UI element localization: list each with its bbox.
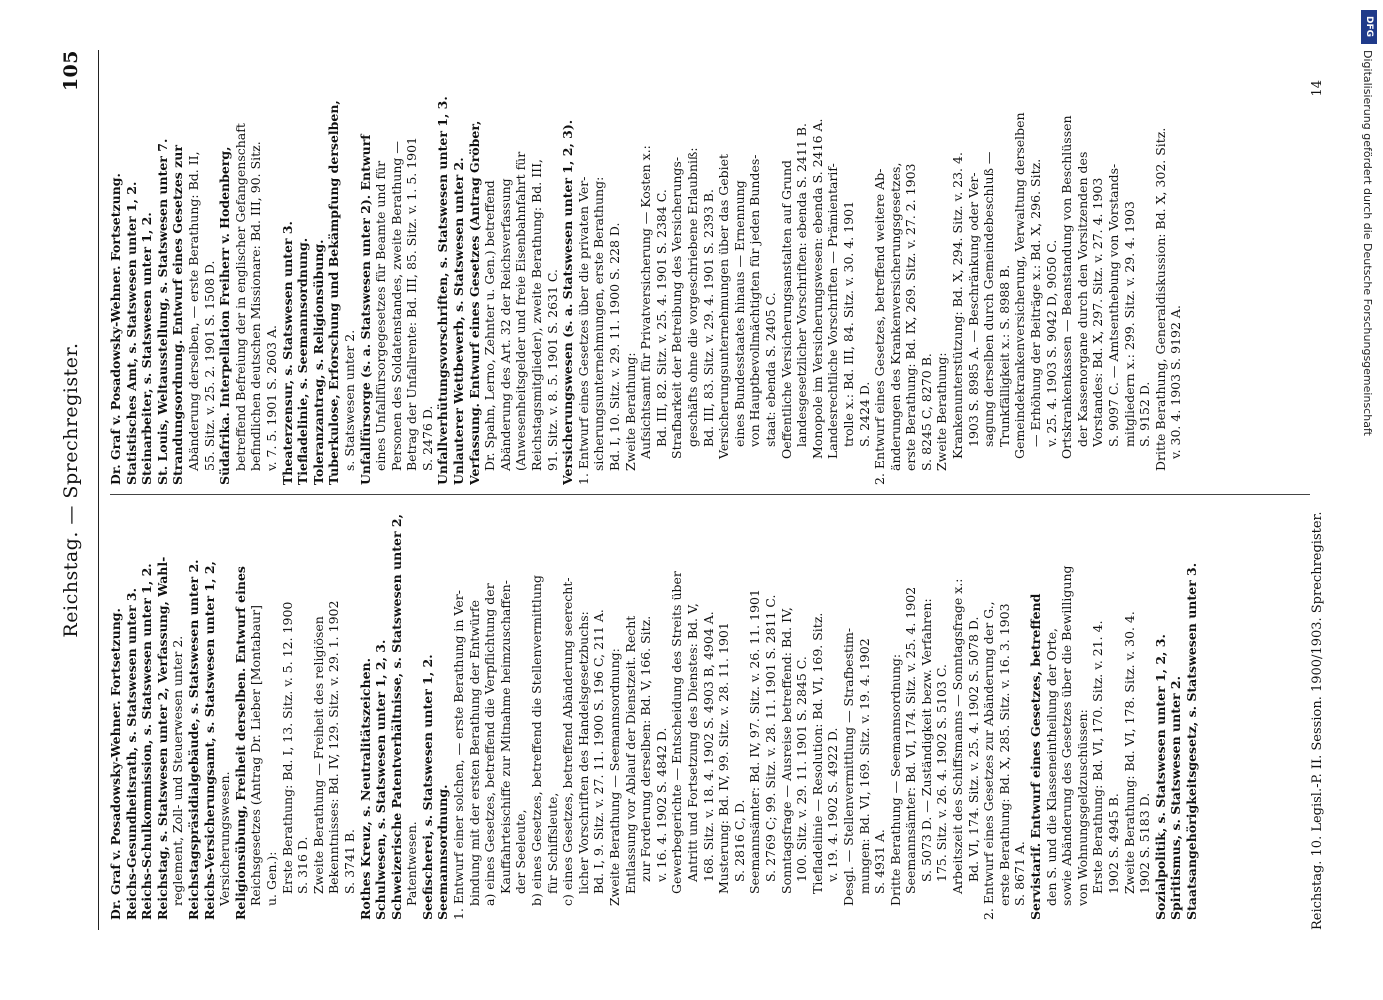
register-entry-line: S. 3741 B. (341, 828, 357, 894)
register-entry-line: Versicherungsunternehmungen über das Gebiet (716, 153, 732, 459)
register-entry-line: Arbeitszeit des Schiffsmanns — Sonntagsfrage x.: (950, 578, 966, 894)
register-entry-line: 91. Sitz. v. 8. 5. 1901 S. 2631 C. (544, 268, 560, 471)
register-entry-line: Kauffahrteischiffe zur Mitnahme heimzuschaffen- (497, 580, 513, 894)
register-entry-line: S. 2476 D. (419, 405, 435, 471)
register-entry-heading: Reichs-Schulkommission, s. Statswesen unter 1, 2. (139, 563, 155, 920)
register-entry-line: erste Berathung: Bd. IX, 269. Sitz. v. 27. 2. 1903 (903, 163, 919, 471)
register-entry-heading: Servistarif. Entwurf eines Gesetzes, betreffend (1028, 593, 1044, 920)
register-entry-line: erste Berathung: Bd. X, 285. Sitz. v. 16. 3. 1903 (996, 603, 1012, 906)
footer-text: Reichstag. 10. Legisl.-P. II. Session. 1900/1903. Sprechregister. (1310, 511, 1325, 930)
register-entry-heading: Rothes Kreuz, s. Neutralitätszeichen. (357, 658, 373, 920)
register-entry-line: Zweite Berathung: Bd. VI, 178. Sitz. v. 30. 4. (1121, 611, 1137, 894)
register-entry-line: Bd. VI, 174. Sitz. v. 25. 4. 1902 S. 5078 D. (965, 616, 981, 882)
page-footer (1310, 50, 1334, 930)
register-entry-line: v. 7. 5. 1901 S. 2603 A. (263, 325, 279, 471)
register-entry-line: mungen: Bd. VI, 169. Sitz. v. 19. 4. 1902 (856, 638, 872, 894)
register-entry-heading: Reichs-Versicherungsamt, s. Statswesen unter 1, 2, (201, 561, 217, 920)
register-entry-line: sagung derselben durch Gemeindebeschluß — (981, 151, 997, 447)
register-entry-line: landesgesetzlicher Vorschriften: ebenda S. 2411 B. (794, 123, 810, 447)
register-entry-line: Trunkfälligkeit x.: S. 8988 B. (996, 264, 1012, 447)
register-entry-line: Zweite Berathung — Freiheit des religiösen (310, 616, 326, 894)
register-entry-line: Erste Berathung: Bd. VI, 170. Sitz. v. 21. 4. (1090, 620, 1106, 894)
register-entry-line: Personen des Soldatenstandes, zweite Berathung — (388, 141, 404, 471)
register-entry-line: 2. Entwurf eines Gesetzes zur Abänderung der G., (981, 601, 997, 920)
register-entry-heading: Staatsangehörigkeitsgesetz, s. Statswesen unter 3. (1183, 562, 1199, 920)
register-entry-heading: Tuberkulose, Erforschung und Bekämpfung derselben, (326, 100, 342, 485)
register-entry-line: Desgl. — Stellenvermittlung — Strafbestim- (840, 627, 856, 906)
register-entry-line: v. 30. 4. 1903 S. 9192 A. (1168, 305, 1184, 459)
register-entry-line: 1. Entwurf eines Gesetzes über die privaten Ver- (575, 176, 591, 485)
register-entry-line: Seemannsämter: Bd. IV, 97. Sitz. v. 26. 11. 1901 (747, 589, 763, 894)
register-entry-line: licher Vorschriften des Handelsgesetzbuchs: (575, 611, 591, 894)
register-entry-line: Betrag der Unfallrente: Bd. III, 85. Sitz. v. 1. 5. 1901 (404, 136, 420, 471)
register-entry-heading: Reichs-Gesundheitsrath, s. Statswesen unter 3. (123, 588, 139, 920)
register-entry-heading: Toleranzantrag, s. Religionsübung. (310, 239, 326, 485)
register-entry-line: zur Forderung derselben: Bd. V, 166. Sitz. (638, 615, 654, 882)
register-entry-line: reglement, Zoll- und Steuerwesen unter 2. (170, 635, 186, 906)
register-entry-heading: Versicherungswesen (s. a. Statswesen unter 1, 2, 3). (560, 119, 576, 485)
register-entry-heading: St. Louis, Weltausstellung, s. Statswesen unter 7. (154, 138, 170, 485)
register-entry-line: s. Statswesen unter 2. (341, 329, 357, 471)
register-entry-line: 1902 S. 5183 D. (1137, 792, 1153, 894)
register-entry-line: 2. Entwurf eines Gesetzes, betreffend weitere Ab- (872, 168, 888, 485)
register-entry-line: Strafbarkeit der Betreibung des Versicherungs- (669, 156, 685, 459)
register-entry-heading: Dr. Graf v. Posadowsky-Wehner. Fortsetzung. (108, 173, 123, 485)
register-entry-line: Vorstandes: Bd. X, 297. Sitz. v. 27. 4. 1903 (1090, 177, 1106, 447)
register-entry-line: Patentwesen. (404, 821, 420, 906)
register-entry-heading: Dr. Graf v. Posadowsky-Wehner. Fortsetzung. (108, 608, 123, 920)
right-column (108, 60, 1184, 485)
register-entry-line: S. 2769 C; 99. Sitz. v. 28. 11. 1901 S. 2811 C. (762, 594, 778, 882)
page-header (60, 50, 100, 930)
register-entry-line: sowie Abänderung des Gesetzes über die Bewilligung (1059, 565, 1075, 906)
register-entry-line: Abänderung derselben, — erste Berathung: Bd. II, (185, 151, 201, 471)
register-entry-line: Landesrechtliche Vorschriften — Prämientarif- (825, 163, 841, 459)
register-entry-heading: Spiritismus, s. Statswesen unter 2. (1168, 676, 1184, 920)
register-entry-line: Monopole im Versicherungswesen: ebenda S. 2416 A. (809, 118, 825, 459)
register-entry-line: Entlassung vor Ablauf der Dienstzeit. Recht (622, 615, 638, 894)
register-entry-line: — Erhöhung der Beiträge x.: Bd. X, 296. Sitz. (1028, 158, 1044, 447)
register-entry-line: Dritte Berathung — Seemannsordnung: (887, 653, 903, 906)
register-entry-line: 1. Entwurf einer solchen, — erste Berathung in Ver- (451, 590, 467, 920)
register-entry-line: S. 9097 C. — Amtsenthebung von Vorstands- (1106, 163, 1121, 447)
register-entry-line: 175. Sitz. v. 26. 4. 1902 S. 5103 C. (934, 664, 950, 882)
register-entry-line: den S. und die Klasseneintheilung der Orte, (1043, 628, 1059, 906)
header-title: Reichstag. — Sprechregister. (60, 342, 82, 638)
register-entry-heading: Seemannsordnung. (435, 784, 451, 920)
register-entry-line: Bd. III, 83. Sitz. v. 29. 4. 1901 S. 2393 B. (700, 189, 716, 447)
register-entry-line: Aufsichtsamt für Privatversicherung — Kosten x.: (638, 145, 654, 459)
register-entry-line: v. 25. 4. 1903 S. 9042 D, 9050 C. (1043, 239, 1059, 447)
register-entry-line: 1902 S. 4945 B. (1106, 793, 1121, 894)
register-entry-line: S. 4931 A. (872, 829, 888, 894)
register-entry-heading: Reichstag, s. Statswesen unter 2, Verfassung, Wahl- (154, 556, 170, 920)
register-entry-line: der Seeleute, (513, 809, 529, 894)
register-entry-line: Dritte Berathung, Generaldiskussion: Bd. X, 302. Sitz. (1152, 127, 1168, 471)
register-entry-heading: Schweizerische Patentverhältnisse, s. Statswesen unter 2, (388, 514, 404, 920)
register-entry-line: Dr. Spahn, Lerno, Zehnter u. Gen.) betreffend (482, 180, 498, 471)
register-entry-line: Sonntagsfrage — Ausreise betreffend: Bd. IV, (778, 607, 794, 894)
register-entry-line: der Kassenorgane durch den Vorsitzenden des (1074, 151, 1090, 447)
header-rule (98, 50, 99, 930)
register-entry-line: von Wohnungsgeldzuschüssen: (1074, 709, 1090, 906)
register-entry-heading: Seefischerei, s. Statswesen unter 1, 2. (419, 654, 435, 920)
page-number: 105 (60, 50, 82, 92)
page-signature: 14 (1310, 80, 1325, 97)
register-entry-heading: Steinarbeiter, s. Statswesen unter 1, 2. (139, 212, 155, 485)
register-entry-line: eines Bundesstaates hinaus — Ernennung (731, 180, 747, 447)
register-entry-heading: Schulwesen, s. Statswesen unter 1, 2, 3. (373, 639, 389, 920)
register-entry-line: a) eines Gesetzes, betreffend die Verpflichtung der (482, 583, 498, 906)
register-entry-heading: Tiefladelinie, s. Seemannsordnung. (295, 237, 311, 485)
register-entry-heading: Reichstagspräsidialgebäude, s. Statswesen unter 2. (185, 559, 201, 920)
register-entry-line: v. 16. 4. 1902 S. 4842 D. (653, 727, 669, 882)
register-entry-line: S. 5073 D. — Zuständigkeit bezw. Verfahren: (918, 598, 934, 882)
register-entry-line: Abänderung des Art. 32 der Reichsverfassung (497, 178, 513, 471)
register-entry-line: trolle x.: Bd. III, 84. Sitz. v. 30. 4. 1901 (840, 200, 856, 447)
register-entry-line: befindlichen deutschen Missionare: Bd. III, 90. Sitz. (248, 141, 264, 471)
register-entry-line: sicherungsunternehmungen, erste Berathung: (591, 176, 607, 471)
digitization-sidebar (1361, 10, 1377, 990)
register-entry-line: v. 19. 4. 1902 S. 4922 D. (825, 727, 841, 882)
register-entry-line: Bekenntnisses: Bd. IV, 129. Sitz. v. 29. 1. 1902 (326, 600, 342, 894)
register-entry-line: Oeffentliche Versicherungsanstalten auf Grund (778, 159, 794, 459)
register-entry-heading: Religionsübung, Freiheit derselben. Entwurf eines (232, 566, 248, 920)
register-entry-line: 100. Sitz. v. 29. 11. 1901 S. 2845 C. (794, 656, 810, 882)
register-entry-heading: Südafrika. Interpellation Freiherr v. Hodenberg, (217, 146, 233, 485)
register-entry-line: Bd. I, 10. Sitz. v. 29. 11. 1900 S. 228 D. (607, 222, 622, 471)
register-entry-line: eines Unfallfürsorgegesetzes für Beamte und für (373, 160, 389, 471)
register-entry-line: Versicherungswesen. (217, 771, 233, 906)
register-entry-line: Bd. III, 82. Sitz. v. 25. 4. 1901 S. 2384 C. (653, 189, 669, 447)
register-entry-line: 55. Sitz. v. 25. 2. 1901 S. 1508 D. (201, 260, 217, 471)
register-entry-line: Musterung: Bd. IV, 99. Sitz. v. 28. 11. 1901 (716, 622, 732, 894)
register-entry-line: betreffend Befreiung der in englischer Gefangenschaft (232, 123, 248, 471)
register-entry-line: Zweite Berathung — Seemannsordnung: (607, 648, 622, 906)
register-entry-line: Zweite Berathung: (934, 352, 950, 471)
register-entry-heading: Statistisches Amt, s. Statswesen unter 1, 2. (123, 181, 139, 485)
register-entry-line: änderungen des Krankenversicherungsgesetzes, (887, 162, 903, 471)
register-entry-heading: Sozialpolitik, s. Statswesen unter 1, 2, 3. (1152, 634, 1168, 920)
register-entry-line: Gewerbegerichte — Entscheidung des Streits über (669, 571, 685, 894)
digitization-note: Digitalisierung gefördert durch die Deutsche Forschungsgemeinschaft (1361, 50, 1374, 436)
register-entry-line: von Hauptbevollmächtigten für jeden Bundes- (747, 154, 763, 447)
register-entry-line: S. 2816 C, D. (731, 799, 747, 882)
register-entry-line: Tiefladelinie — Resolution: Bd. VI, 169. Sitz. (809, 612, 825, 894)
register-entry-heading: Unfallverhütungsvorschriften, s. Statswesen unter 1, 3. (435, 96, 451, 485)
register-entry-heading: Strandungsordnung. Entwurf eines Gesetzes zur (170, 145, 186, 485)
register-entry-heading: Unlauterer Wettbewerb, s. Statswesen unter 2. (451, 157, 467, 485)
register-entry-line: 168. Sitz. v. 18. 4. 1902 S. 4903 B, 4904 A. (700, 611, 716, 882)
register-entry-line: 1903 S. 8985 A. — Beschränkung oder Ver- (965, 172, 981, 447)
register-entry-line: S. 316 D. (295, 836, 311, 894)
register-entry-line: b) eines Gesetzes, betreffend die Stellenvermittlung (529, 575, 545, 906)
register-entry-line: Zweite Berathung: (622, 352, 638, 471)
register-entry-line: Erste Berathung: Bd. I, 13. Sitz. v. 5. 12. 1900 (279, 601, 295, 894)
register-entry-line: S. 8245 C, 8270 B. (918, 353, 934, 471)
register-entry-line: Krankenunterstützung: Bd. X, 294. Sitz. v. 23. 4. (950, 152, 966, 459)
register-entry-line: S. 2424 D. (856, 381, 872, 447)
register-entry-line: bindung mit der ersten Berathung der Entwürfe (466, 599, 482, 906)
register-entry-line: Bd. I, 9. Sitz. v. 27. 11. 1900 S. 196 C, 211 A. (591, 609, 607, 894)
register-entry-line: Gemeindekrankenversicherung, Verwaltung derselben (1012, 112, 1028, 459)
register-entry-line: Seemannsämter: Bd. VI, 174. Sitz. v. 25. 4. 1902 (903, 586, 919, 894)
register-entry-line: für Schiffsleute, (544, 792, 560, 894)
register-entry-line: Reichsgesetzes (Antrag Dr. Lieber [Montabaur] (248, 605, 264, 906)
register-entry-line: Ortskrankenkassen — Beanstandung von Beschlüssen (1059, 115, 1075, 459)
register-entry-line: staat: ebenda S. 2405 C. (762, 292, 778, 447)
left-column (108, 495, 1200, 920)
register-entry-heading: Unfallfürsorge (s. a. Statswesen unter 2). Entwurf (357, 134, 373, 485)
register-entry-heading: Theaterzensur, s. Statswesen unter 3. (279, 221, 295, 485)
dfg-logo: DFG (1361, 10, 1377, 44)
register-entry-line: c) eines Gesetzes, betreffend Abänderung seerecht- (560, 577, 576, 906)
register-entry-heading: Verfassung. Entwurf eines Gesetzes (Antrag Gröber, (466, 120, 482, 485)
register-entry-line: Reichstagsmitglieder), zweite Berathung: Bd. III, (529, 159, 545, 471)
register-entry-line: S. 9152 D. (1137, 381, 1153, 447)
register-entry-line: geschäfts ohne die vorgeschriebene Erlaubniß: (684, 147, 700, 447)
register-entry-line: S. 8671 A. (1012, 841, 1028, 906)
register-entry-line: Antritt und Fortsetzung des Dienstes: Bd. V, (684, 603, 700, 882)
register-entry-line: u. Gen.): (263, 851, 279, 906)
register-entry-line: mitgliedern x.: 299. Sitz. v. 29. 4. 1903 (1121, 201, 1137, 447)
register-entry-line: (Anwesenheitsgelder und freie Eisenbahnfahrt für (513, 151, 529, 471)
